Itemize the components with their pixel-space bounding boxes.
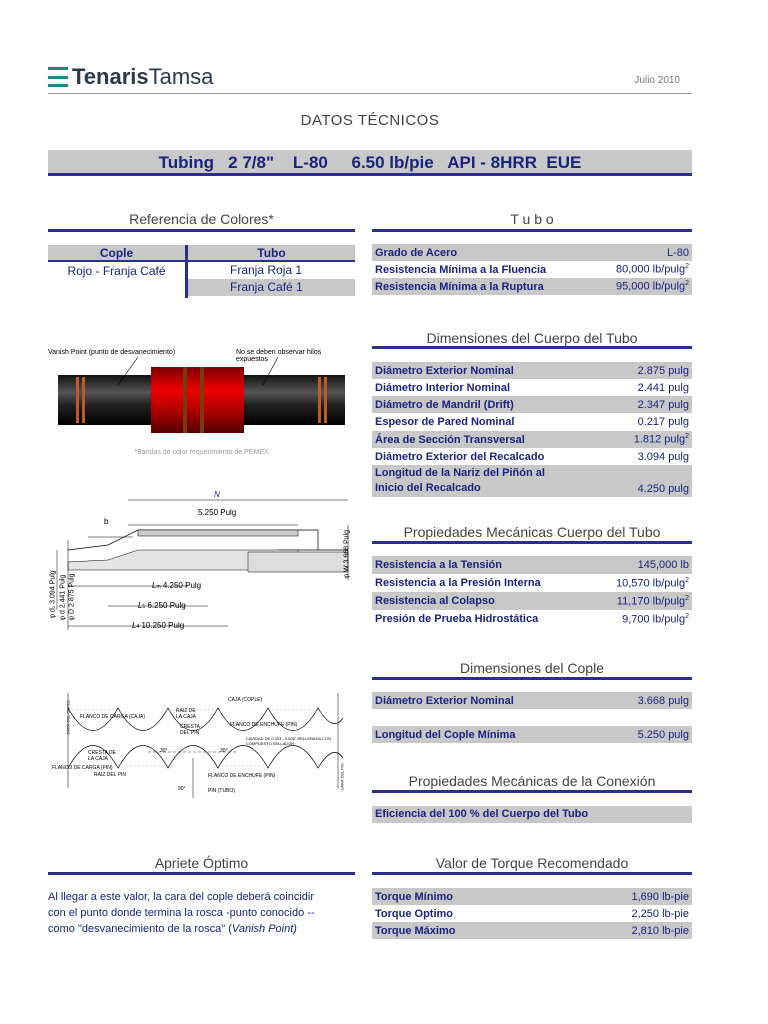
tubo-color-1: Franja Roja 1 [230, 263, 303, 277]
table-row: Diámetro de Mandril (Drift) 2.347 pulg [372, 396, 692, 413]
table-row: Grado de Acero L-80 [372, 244, 692, 261]
length-5250: 5.250 Pulg [198, 508, 237, 517]
page-title: DATOS TÉCNICOS [300, 112, 440, 129]
length-10250: L4 10.250 Pulg [132, 621, 185, 630]
cara-pin-label: CARA DEL PIN [339, 763, 345, 791]
d-label: φ d 2.441 Pulg [59, 574, 67, 621]
flanco-carga-caja-label: FLANCO DE CARGA (CAJA) [80, 714, 146, 720]
flanco-carga-pin-label: FLANCO DE CARGA (PIN) [52, 765, 113, 771]
table-row: Torque Mínimo 1,690 lb-pie [372, 888, 692, 905]
pemex-caption: *Bandas de color requerimiento de PEMEX [134, 449, 269, 456]
tubo-title: T u b o [510, 211, 554, 227]
length-4250: Lm 4.250 Pulg [152, 581, 202, 590]
colors-col-tubo: Tubo [257, 246, 286, 260]
colors-title-line [48, 229, 355, 232]
raiz-pin-label: RAIZ DEL PIN [94, 772, 127, 778]
apriete-title-line [48, 872, 355, 875]
conexion-title: Propiedades Mecánicas de la Conexión [408, 773, 656, 789]
table-row: Presión de Prueba Hidrostática 9,700 lb/pulg$^2$ [375, 612, 689, 626]
mec-title: Propiedades Mecánicas Cuerpo del Tubo [403, 524, 661, 540]
mec-table [372, 556, 692, 628]
torque-title-line [372, 872, 692, 875]
vanish-point-label: Vanish Point (punto de desvanecimiento) [48, 349, 176, 356]
table-row: Longitud del Cople Mínima 5.250 pulg [372, 726, 692, 743]
table-row: Resistencia a la Tensión 145,000 lb [372, 556, 692, 574]
table-row: Diámetro Exterior del Recalcado 3.094 pulg [375, 450, 689, 463]
cresta-caja-label: CRESTA DE LA CAJA [88, 750, 116, 762]
apriete-text: Al llegar a este valor, la cara del cople deberá coincidir con el punto donde termina la rosca -punto conocido -- como "desvanecimiento de la rosca" (Vanish Point) [48, 891, 315, 935]
header-divider [48, 93, 692, 94]
table-row: Área de Sección Transversal 1.812 pulg$^2$ [372, 431, 692, 448]
table-row: Resistencia Mínima a la Ruptura 95,000 lb/pulg$^2$ [372, 278, 692, 295]
torque-table [372, 888, 692, 939]
table-row: Torque Máximo 2,810 lb-pie [372, 922, 692, 939]
logo-mark-icon [48, 67, 68, 87]
raiz-caja-label: RAIZ DE LA CAJA [176, 708, 197, 720]
coupling-illustration [48, 345, 355, 460]
table-row: Espesor de Pared Nominal 0.217 pulg [375, 416, 689, 428]
conexion-eficiencia: Eficiencia del 100 % del Cuerpo del Tubo [372, 806, 692, 823]
conexion-title-line [372, 790, 692, 793]
thread-profile-diagram [48, 688, 355, 800]
flanco-enchufe-pin2-label: FLANCO DE ENCHUFE (PIN) [208, 773, 276, 779]
no-threads-label: No se deben observar hilos expuestos [236, 349, 322, 363]
colors-col-cople: Cople [48, 245, 188, 260]
coupling-image [48, 355, 355, 445]
cresta-pin-label: CRESTA DEL PIN [180, 724, 200, 736]
tubo-table [372, 244, 692, 295]
table-row: Diámetro Exterior Nominal 2.875 pulg [372, 362, 692, 379]
b-label: b [104, 517, 109, 526]
table-row: Diámetro Exterior Nominal 3.668 pulg [372, 692, 692, 709]
colors-table [48, 245, 355, 298]
flanco-enchufe-pin-label: FLANCO DE ENCHUFE (PIN) [230, 722, 298, 728]
d1-label: φ d₁ 3.094 Pulg [49, 570, 57, 619]
tenaris-logo [48, 64, 213, 90]
thread-dimension-diagram [48, 490, 355, 640]
tubo-title-line [372, 229, 692, 232]
table-row: Resistencia al Colapso 11,170 lb/pulg$^2$ [372, 592, 692, 610]
cople-title: Dimensiones del Cople [460, 660, 604, 676]
cara-cople-label: CARA DEL COPLE [65, 700, 71, 735]
caja-cople-label: CAJA (COPLE) [228, 697, 263, 703]
torque-title: Valor de Torque Recomendado [435, 855, 629, 871]
table-row: Diámetro Interior Nominal 2.441 pulg [375, 381, 689, 394]
cople-title-line [372, 677, 692, 680]
angle-30-right: 30° [220, 748, 228, 754]
table-row: Torque Optimo 2,250 lb-pie [375, 907, 689, 920]
cuerpo-table [372, 362, 692, 497]
logo-text: TenarisTamsa [72, 64, 214, 89]
D-label: φ D 2.875 Pulg [68, 573, 76, 621]
cople-table [372, 692, 692, 743]
table-row: Longitud de la Nariz del Piñón al Inicio del Recalcado 4.250 pulg [372, 465, 692, 497]
colors-title: Referencia de Colores* [129, 211, 274, 227]
tubo-color-2: Franja Café 1 [188, 279, 355, 296]
table-row: Resistencia a la Presión Interna 10,570 lb/pulg$^2$ [375, 576, 689, 590]
table-row: Resistencia Mínima a la Fluencia 80,000 lb/pulg$^2$ [375, 263, 689, 276]
length-6250: L1 6.250 Pulg [138, 601, 186, 610]
mec-title-line [372, 541, 692, 544]
cuerpo-title: Dimensiones del Cuerpo del Tubo [426, 330, 638, 346]
angle-30-left: 30° [160, 748, 168, 754]
W-label: φ W 3.668 Pulg [343, 529, 351, 579]
product-band: Tubing 2 7/8" L-80 6.50 lb/pie API - 8HRR EUE [48, 150, 692, 176]
cavidad-label: CAVIDAD DE 0.003 - 0.006" RELLENADA CON COMPUESTO SELLADOR [246, 736, 331, 746]
cople-color-value: Rojo - Franja Café [48, 262, 188, 298]
pin-tubo-label: PIN (TUBO) [208, 788, 235, 794]
document-date: Julio 2010 [634, 75, 680, 86]
angle-90: 90° [178, 786, 186, 792]
nl-label: N [214, 490, 220, 499]
cuerpo-title-line [372, 346, 692, 349]
apriete-title: Apriete Óptimo [154, 855, 249, 871]
